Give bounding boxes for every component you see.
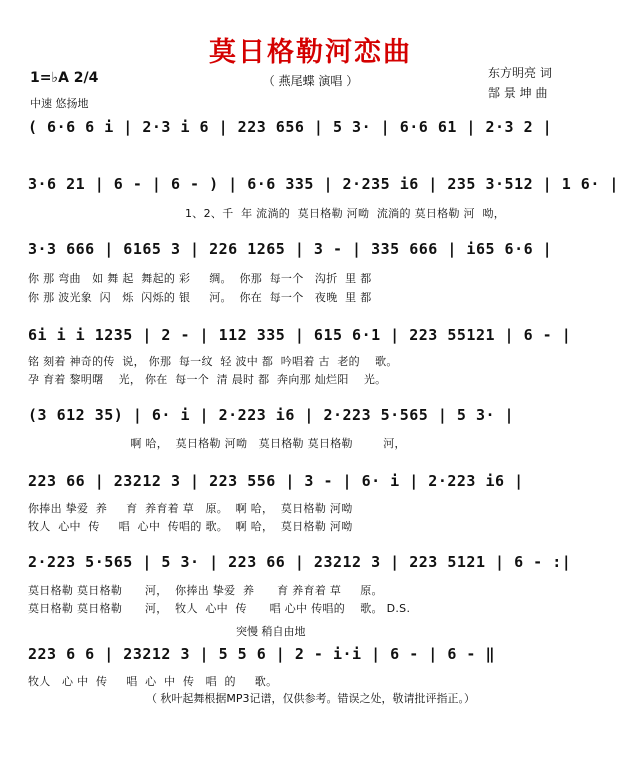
lyric-line-3b: 你 那 波光象 闪 烁 闪烁的 银 河。 你在 每一个 夜晚 里 都 [28,291,372,304]
notation-line-2: 3·6 21 | 6 - | 6 - ) | 6·6 335 | 2·235 i6 | 235 3·512 | 1 6· | [28,175,619,193]
lyric-line-7a: 莫日格勒 莫日格勒 河， 你捧出 挚爱 养 育 养育着 草 原。 [28,584,383,597]
lyric-line-4a: 铭 刻着 神奇的传 说， 你那 每一纹 轻 波中 都 吟唱着 古 老的 歌。 [28,355,398,368]
singer-credit: （ 燕尾蝶 演唱 ） [262,74,359,88]
notation-line-3: 3·3 666 | 6165 3 | 226 1265 | 3 - | 335 666 | i65 6·6 | [28,240,553,258]
lyric-line-7b: 莫日格勒 莫日格勒 河， 牧人 心中 传 唱 心中 传唱的 歌。 D.S. [28,602,411,615]
notation-line-7: 2·223 5·565 | 5 3· | 223 66 | 23212 3 | 223 5121 | 6 - :| [28,553,572,571]
lyric-line-2a: 1、2、千 年 流淌的 莫日格勒 河呦 流淌的 莫日格勒 河 呦， [185,207,506,220]
notation-line-6: 223 66 | 23212 3 | 223 556 | 3 - | 6· i | 2·223 i6 | [28,472,524,490]
lyric-line-6b: 牧人 心中 传 唱 心中 传唱的 歌。 啊 哈， 莫日格勒 河呦 [28,520,353,533]
key-signature: 1=♭A 2/4 [30,70,99,86]
coda-marking: 突慢 稍自由地 [236,625,306,638]
lyricist-credit: 东方明亮 词 [488,66,552,80]
composer-credit: 郜 景 坤 曲 [488,86,548,100]
notation-line-4: 6i i i 1235 | 2 - | 112 335 | 615 6·1 | 223 55121 | 6 - | [28,326,572,344]
notation-line-1: ( 6·6 6 i | 2·3 i 6 | 223 656 | 5 3· | 6·6 61 | 2·3 2 | [28,118,553,136]
transcription-note: （ 秋叶起舞根据MP3记谱，仅供参考。错误之处，敬请批评指正。） [145,692,476,705]
lyric-line-4b: 孕 育着 黎明曙 光， 你在 每一个 清 晨时 都 奔向那 灿烂阳 光。 [28,373,387,386]
song-title: 莫日格勒河恋曲 [209,37,412,68]
lyric-line-5a: 啊 哈， 莫日格勒 河呦 莫日格勒 莫日格勒 河， [100,437,406,450]
tempo-marking: 中速 悠扬地 [30,97,89,110]
lyric-line-6a: 你捧出 挚爱 养 育 养育着 草 原。 啊 哈， 莫日格勒 河呦 [28,502,353,515]
lyric-line-3a: 你 那 弯曲 如 舞 起 舞起的 彩 绸。 你那 每一个 沟折 里 都 [28,272,372,285]
notation-line-5: (3 612 35) | 6· i | 2·223 i6 | 2·223 5·565 | 5 3· | [28,406,515,424]
notation-line-8: 223 6 6 | 23212 3 | 5 5 6 | 2 - i·i | 6 - | 6 - ‖ [28,645,496,663]
lyric-line-8a: 牧人 心 中 传 唱 心 中 传 唱 的 歌。 [28,675,278,688]
